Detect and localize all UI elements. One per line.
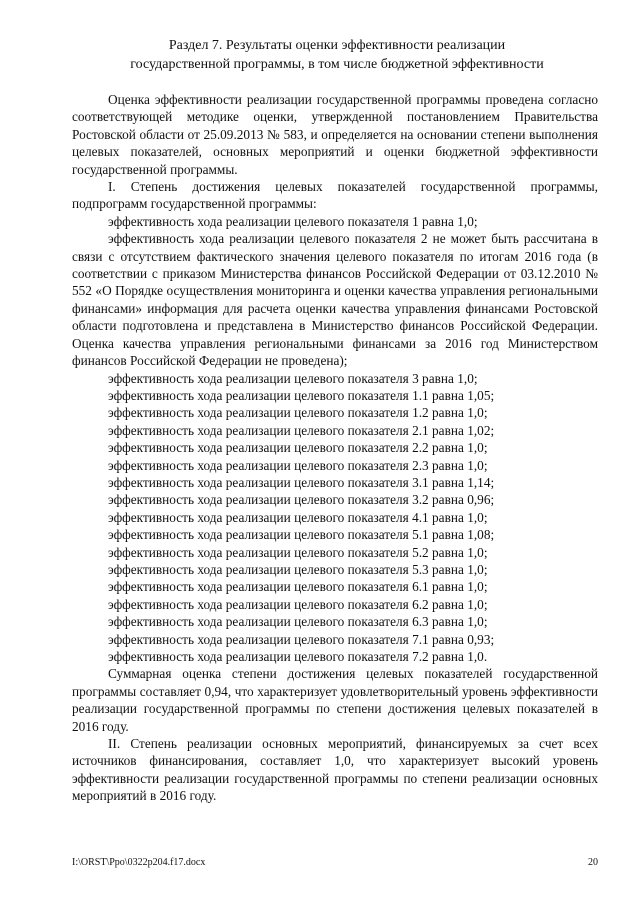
indicator-item: эффективность хода реализации целевого показателя 5.3 равна 1,0; bbox=[108, 561, 488, 577]
summary-paragraph: Суммарная оценка степени достижения целевых показателей государственной программы составляет 0,94, что характеризует удовлетворительный уровень эффективности реализации государственной программы по степени достижения целевых показателей в 2016 году. bbox=[72, 666, 598, 734]
page-number: 20 bbox=[588, 857, 598, 868]
page-footer bbox=[72, 857, 598, 869]
indicator-2-paragraph: эффективность хода реализации целевого показателя 2 не может быть рассчитана в связи с отсутствием фактического значения целевого показателя по итогам 2016 года (в соответствии с приказом Министерства финансов Российской Федерации от 03.12.2010 № 552 «О Порядке осуществления мониторинга и оценки качества управления региональными финансами» информация для расчета оценки качества управления финансами Ростовской области подготовлена и представлена в Министерство финансов Российской Федерации. Оценка качества управления региональными финансами за 2016 год Министерством финансов Российской Федерации не проведена); bbox=[72, 231, 598, 369]
section-one-heading: I. Степень достижения целевых показателей государственной программы, подпрограмм государственной программы: bbox=[72, 179, 598, 212]
indicator-item: эффективность хода реализации целевого показателя 1.1 равна 1,05; bbox=[108, 387, 495, 403]
indicator-item: эффективность хода реализации целевого показателя 7.1 равна 0,93; bbox=[108, 631, 495, 647]
document-body bbox=[72, 91, 598, 805]
section-title-line-1: Раздел 7. Результаты оценки эффективности реализации bbox=[168, 38, 506, 53]
intro-paragraph: Оценка эффективности реализации государственной программы проведена согласно соответствующей методике оценки, утвержденной постановлением Правительства Ростовской области от 25.09.2013 № 583, и определяется на основании степени выполнения целевых показателей, основных мероприятий и оценки бюджетной эффективности государственной программы. bbox=[72, 92, 598, 177]
indicator-item: эффективность хода реализации целевого показателя 2.3 равна 1,0; bbox=[108, 457, 488, 473]
indicator-1-paragraph: эффективность хода реализации целевого показателя 1 равна 1,0; bbox=[108, 213, 478, 229]
indicator-item: эффективность хода реализации целевого показателя 2.1 равна 1,02; bbox=[108, 422, 495, 438]
indicator-item: эффективность хода реализации целевого показателя 5.2 равна 1,0; bbox=[108, 544, 488, 560]
indicator-item: эффективность хода реализации целевого показателя 2.2 равна 1,0; bbox=[108, 440, 488, 456]
indicator-item: эффективность хода реализации целевого показателя 3.2 равна 0,96; bbox=[108, 492, 495, 508]
indicator-item: эффективность хода реализации целевого показателя 3 равна 1,0; bbox=[108, 370, 478, 386]
indicator-item: эффективность хода реализации целевого показателя 7.2 равна 1,0. bbox=[108, 649, 488, 664]
section-title bbox=[72, 36, 602, 74]
indicator-item: эффективность хода реализации целевого показателя 4.1 равна 1,0; bbox=[108, 509, 488, 525]
indicator-item: эффективность хода реализации целевого показателя 3.1 равна 1,14; bbox=[108, 474, 495, 490]
section-title-line-2: государственной программы, в том числе бюджетной эффективности bbox=[130, 57, 544, 72]
indicator-item: эффективность хода реализации целевого показателя 6.3 равна 1,0; bbox=[108, 614, 488, 630]
section-two-paragraph: II. Степень реализации основных мероприятий, финансируемых за счет всех источников финансирования, составляет 1,0, что характеризует высокий уровень эффективности реализации государственной программы по степени реализации основных мероприятий в 2016 году. bbox=[72, 736, 598, 804]
indicator-item: эффективность хода реализации целевого показателя 1.2 равна 1,0; bbox=[108, 405, 488, 421]
indicator-item: эффективность хода реализации целевого показателя 6.2 равна 1,0; bbox=[108, 596, 488, 612]
file-path: I:\ORST\Ppo\0322p204.f17.docx bbox=[72, 857, 206, 868]
indicator-item: эффективность хода реализации целевого показателя 6.1 равна 1,0; bbox=[108, 579, 488, 595]
indicator-item: эффективность хода реализации целевого показателя 5.1 равна 1,08; bbox=[108, 527, 495, 543]
